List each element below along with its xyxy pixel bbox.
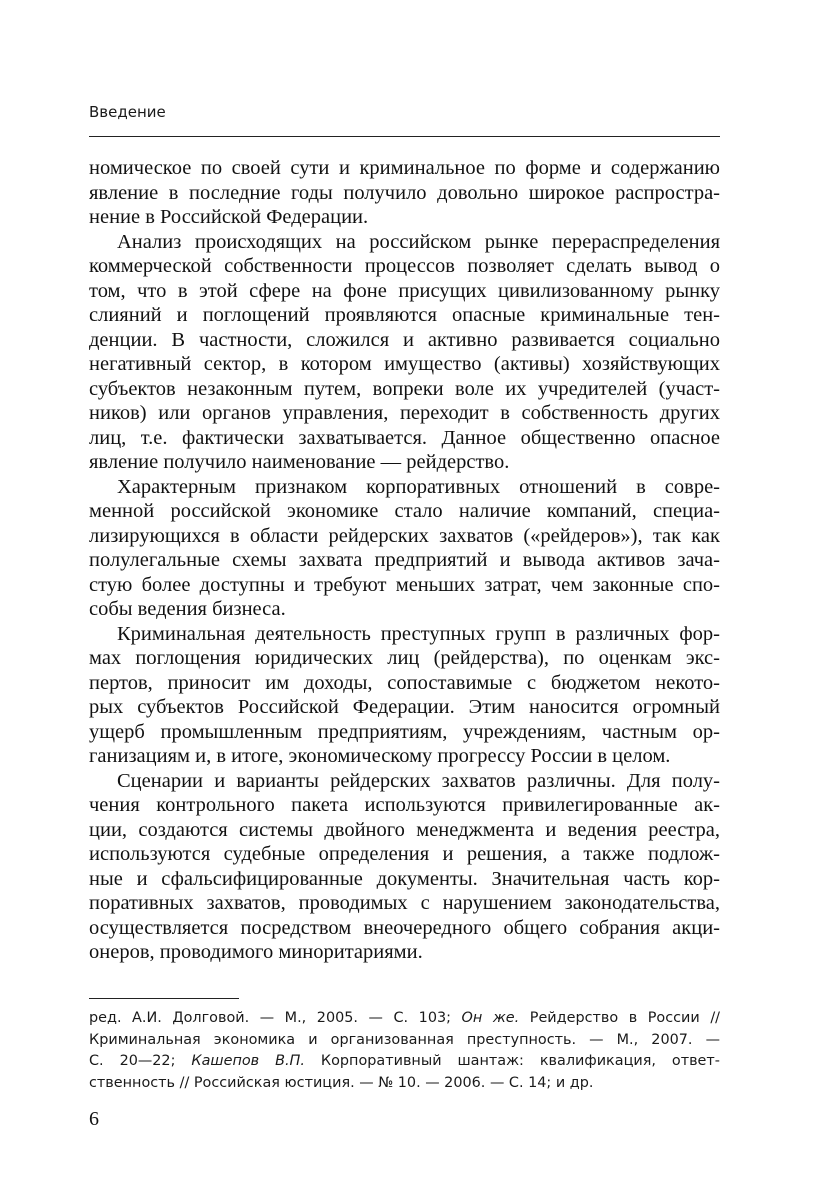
text-line: Криминальная деятельность преступных групп в различных фор- <box>117 622 720 645</box>
text-line: рых субъектов Российской Федерации. Этим наносится огромный <box>89 696 720 718</box>
footnote-line: ред. А.И. Долговой. — М., 2005. — С. 103; Он же. Рейдерство в России // <box>89 1010 721 1026</box>
text-line: явление получило наименование — рейдерство. <box>89 451 510 473</box>
text-line: лизирующихся в области рейдерских захватов («рейдеров»), так как <box>89 524 720 547</box>
text-line: менной российской экономике стало наличие компаний, специа- <box>89 500 720 522</box>
text-line: ции, создаются системы двойного менеджмента и ведения реестра, <box>89 818 720 841</box>
text-line: лиц, т.е. фактически захватывается. Данное общественно опасное <box>89 426 720 449</box>
footnote-line: Криминальная экономика и организованная преступность. — М., 2007. — <box>89 1031 720 1048</box>
text-line: явление в последние годы получило довольно широкое распростра- <box>89 181 720 204</box>
paragraph <box>89 230 720 475</box>
paragraph <box>89 156 720 230</box>
text-line: онеров, проводимого миноритариями. <box>89 941 423 963</box>
text-line: том, что в этой сфере на фоне присущих цивилизованному рынку <box>89 279 720 302</box>
text-line: ные и сфальсифицированные документы. Значительная часть кор- <box>89 867 720 890</box>
text-line: Характерным признаком корпоративных отношений в совре- <box>117 475 720 498</box>
running-head: Введение <box>89 103 166 121</box>
paragraph <box>89 475 720 622</box>
text-line: ников) или органов управления, переходит в собственность других <box>89 402 720 424</box>
text-line: полулегальные схемы захвата предприятий и вывода активов зача- <box>89 549 720 571</box>
text-line: ганизациям и, в итоге, экономическому прогрессу России в целом. <box>89 745 671 767</box>
body-text <box>89 156 720 965</box>
text-line: чения контрольного пакета используются привилегированные ак- <box>89 794 720 816</box>
footnote <box>89 1008 720 1094</box>
text-line: слияний и поглощений проявляются опасные криминальные тен- <box>89 304 720 326</box>
paragraph <box>89 622 720 769</box>
paragraph <box>89 769 720 965</box>
text-line: пертов, приносит им доходы, сопоставимые с бюджетом некото- <box>89 671 720 694</box>
footnote-rule <box>89 998 239 999</box>
text-line: негативный сектор, в котором имущество (активы) хозяйствующих <box>89 353 720 375</box>
text-line: Сценарии и варианты рейдерских захватов различны. Для полу- <box>117 769 720 792</box>
text-line: нение в Российской Федерации. <box>89 206 369 228</box>
text-line: стую более доступны и требуют меньших затрат, чем законные спо- <box>89 573 720 596</box>
author-italic: Кашепов В.П. <box>191 1053 305 1069</box>
author-italic: Он же. <box>461 1010 520 1026</box>
text-line: используются судебные определения и решения, а также подлож- <box>89 843 720 865</box>
footnote-line: С. 20—22; Кашепов В.П. Корпоративный шантаж: квалификация, ответ- <box>89 1053 720 1069</box>
text-line: собы ведения бизнеса. <box>89 598 286 620</box>
text-line: ущерб промышленным предприятиям, учреждениям, частным ор- <box>89 720 720 743</box>
footnote-line: ственность // Российская юстиция. — № 10. — 2006. — С. 14; и др. <box>89 1074 594 1091</box>
text-line: Анализ происходящих на российском рынке перераспределения <box>117 230 720 253</box>
text-line: номическое по своей сути и криминальное по форме и содержанию <box>89 157 720 179</box>
text-line: мах поглощения юридических лиц (рейдерства), по оценкам экс- <box>89 647 720 669</box>
text-line: осуществляется посредством внеочередного общего собрания акци- <box>89 916 720 939</box>
text-line: поративных захватов, проводимых с нарушением законодательства, <box>89 892 720 914</box>
page-number: 6 <box>89 1108 99 1130</box>
header-rule <box>89 136 720 137</box>
text-line: коммерческой собственности процессов позволяет сделать вывод о <box>89 255 720 277</box>
text-line: денции. В частности, сложился и активно развивается социально <box>89 328 720 351</box>
text-line: субъектов незаконным путем, вопреки воле их учредителей (участ- <box>89 377 720 400</box>
